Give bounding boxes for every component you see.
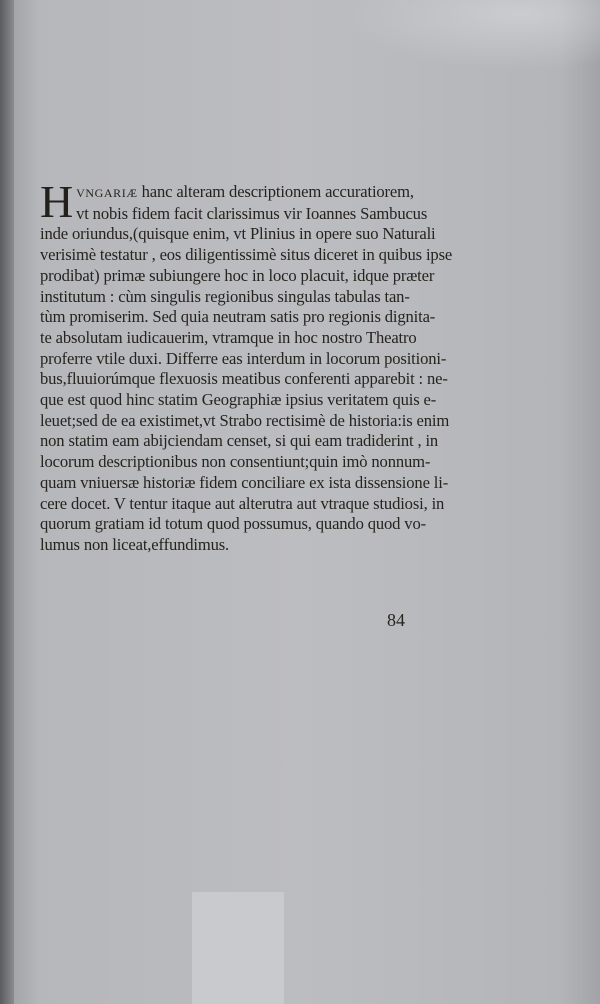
drop-cap: H — [40, 176, 74, 227]
text-line-18: lumus non liceat,effundimus. — [40, 534, 230, 554]
text-line-17: quorum gratiam id totum quod possumus, quando quod vo- — [40, 514, 426, 534]
text-line-2: vt nobis fidem facit clarissimus vir Ioannes Sambucus — [76, 203, 428, 223]
text-line-16: cere docet. V tentur itaque aut alterutra aut vtraque studiosi, in — [40, 493, 445, 513]
text-line-9: proferre vtile duxi. Differre eas interdum in locorum positioni- — [40, 348, 447, 368]
text-line-7: tùm promiserim. Sed quia neutram satis pro regionis dignita- — [40, 307, 436, 327]
text-line-15: quam vniuersæ historiæ fidem conciliare ex ista dissensione li- — [40, 472, 449, 492]
text-line-8: te absolutam iudicauerim, vtramque in hoc nostro Theatro — [40, 327, 417, 347]
text-line-14: locorum descriptionibus non consentiunt;quin imò nonnum- — [40, 452, 431, 472]
text-line-11: que est quod hinc statim Geographiæ ipsius veritatem quis e- — [40, 390, 437, 410]
text-line-12: leuet;sed de ea existimet,vt Strabo rectisimè de historia:is enim — [40, 410, 450, 430]
paper-stain — [340, 0, 600, 70]
first-word: VNGARIÆ — [76, 186, 138, 200]
text-line-5: prodibat) primæ subiungere hoc in loco placuit, idque præter — [40, 265, 435, 285]
page-number: 84 — [387, 610, 405, 630]
book-gutter — [0, 0, 14, 1004]
text-line-6: institutum : cùm singulis regionibus singulas tabulas tan- — [40, 286, 410, 306]
text-line-10: bus,fluuiorúmque flexuosis meatibus conferenti apparebit : ne- — [40, 369, 448, 389]
body-text — [40, 176, 510, 556]
text-line-13: non statim eam abijciendam censet, si qui eam tradiderint , in — [40, 431, 439, 451]
text-line-4: verisimè testatur , eos diligentissimè situs diceret in quibus ipse — [40, 245, 453, 265]
text-line-3: inde oriundus,(quisque enim, vt Plinius in opere suo Naturali — [40, 224, 436, 244]
text-line-1: VNGARIÆ hanc alteram descriptionem accuratiorem, — [76, 182, 414, 201]
paper-tab — [192, 892, 284, 1004]
